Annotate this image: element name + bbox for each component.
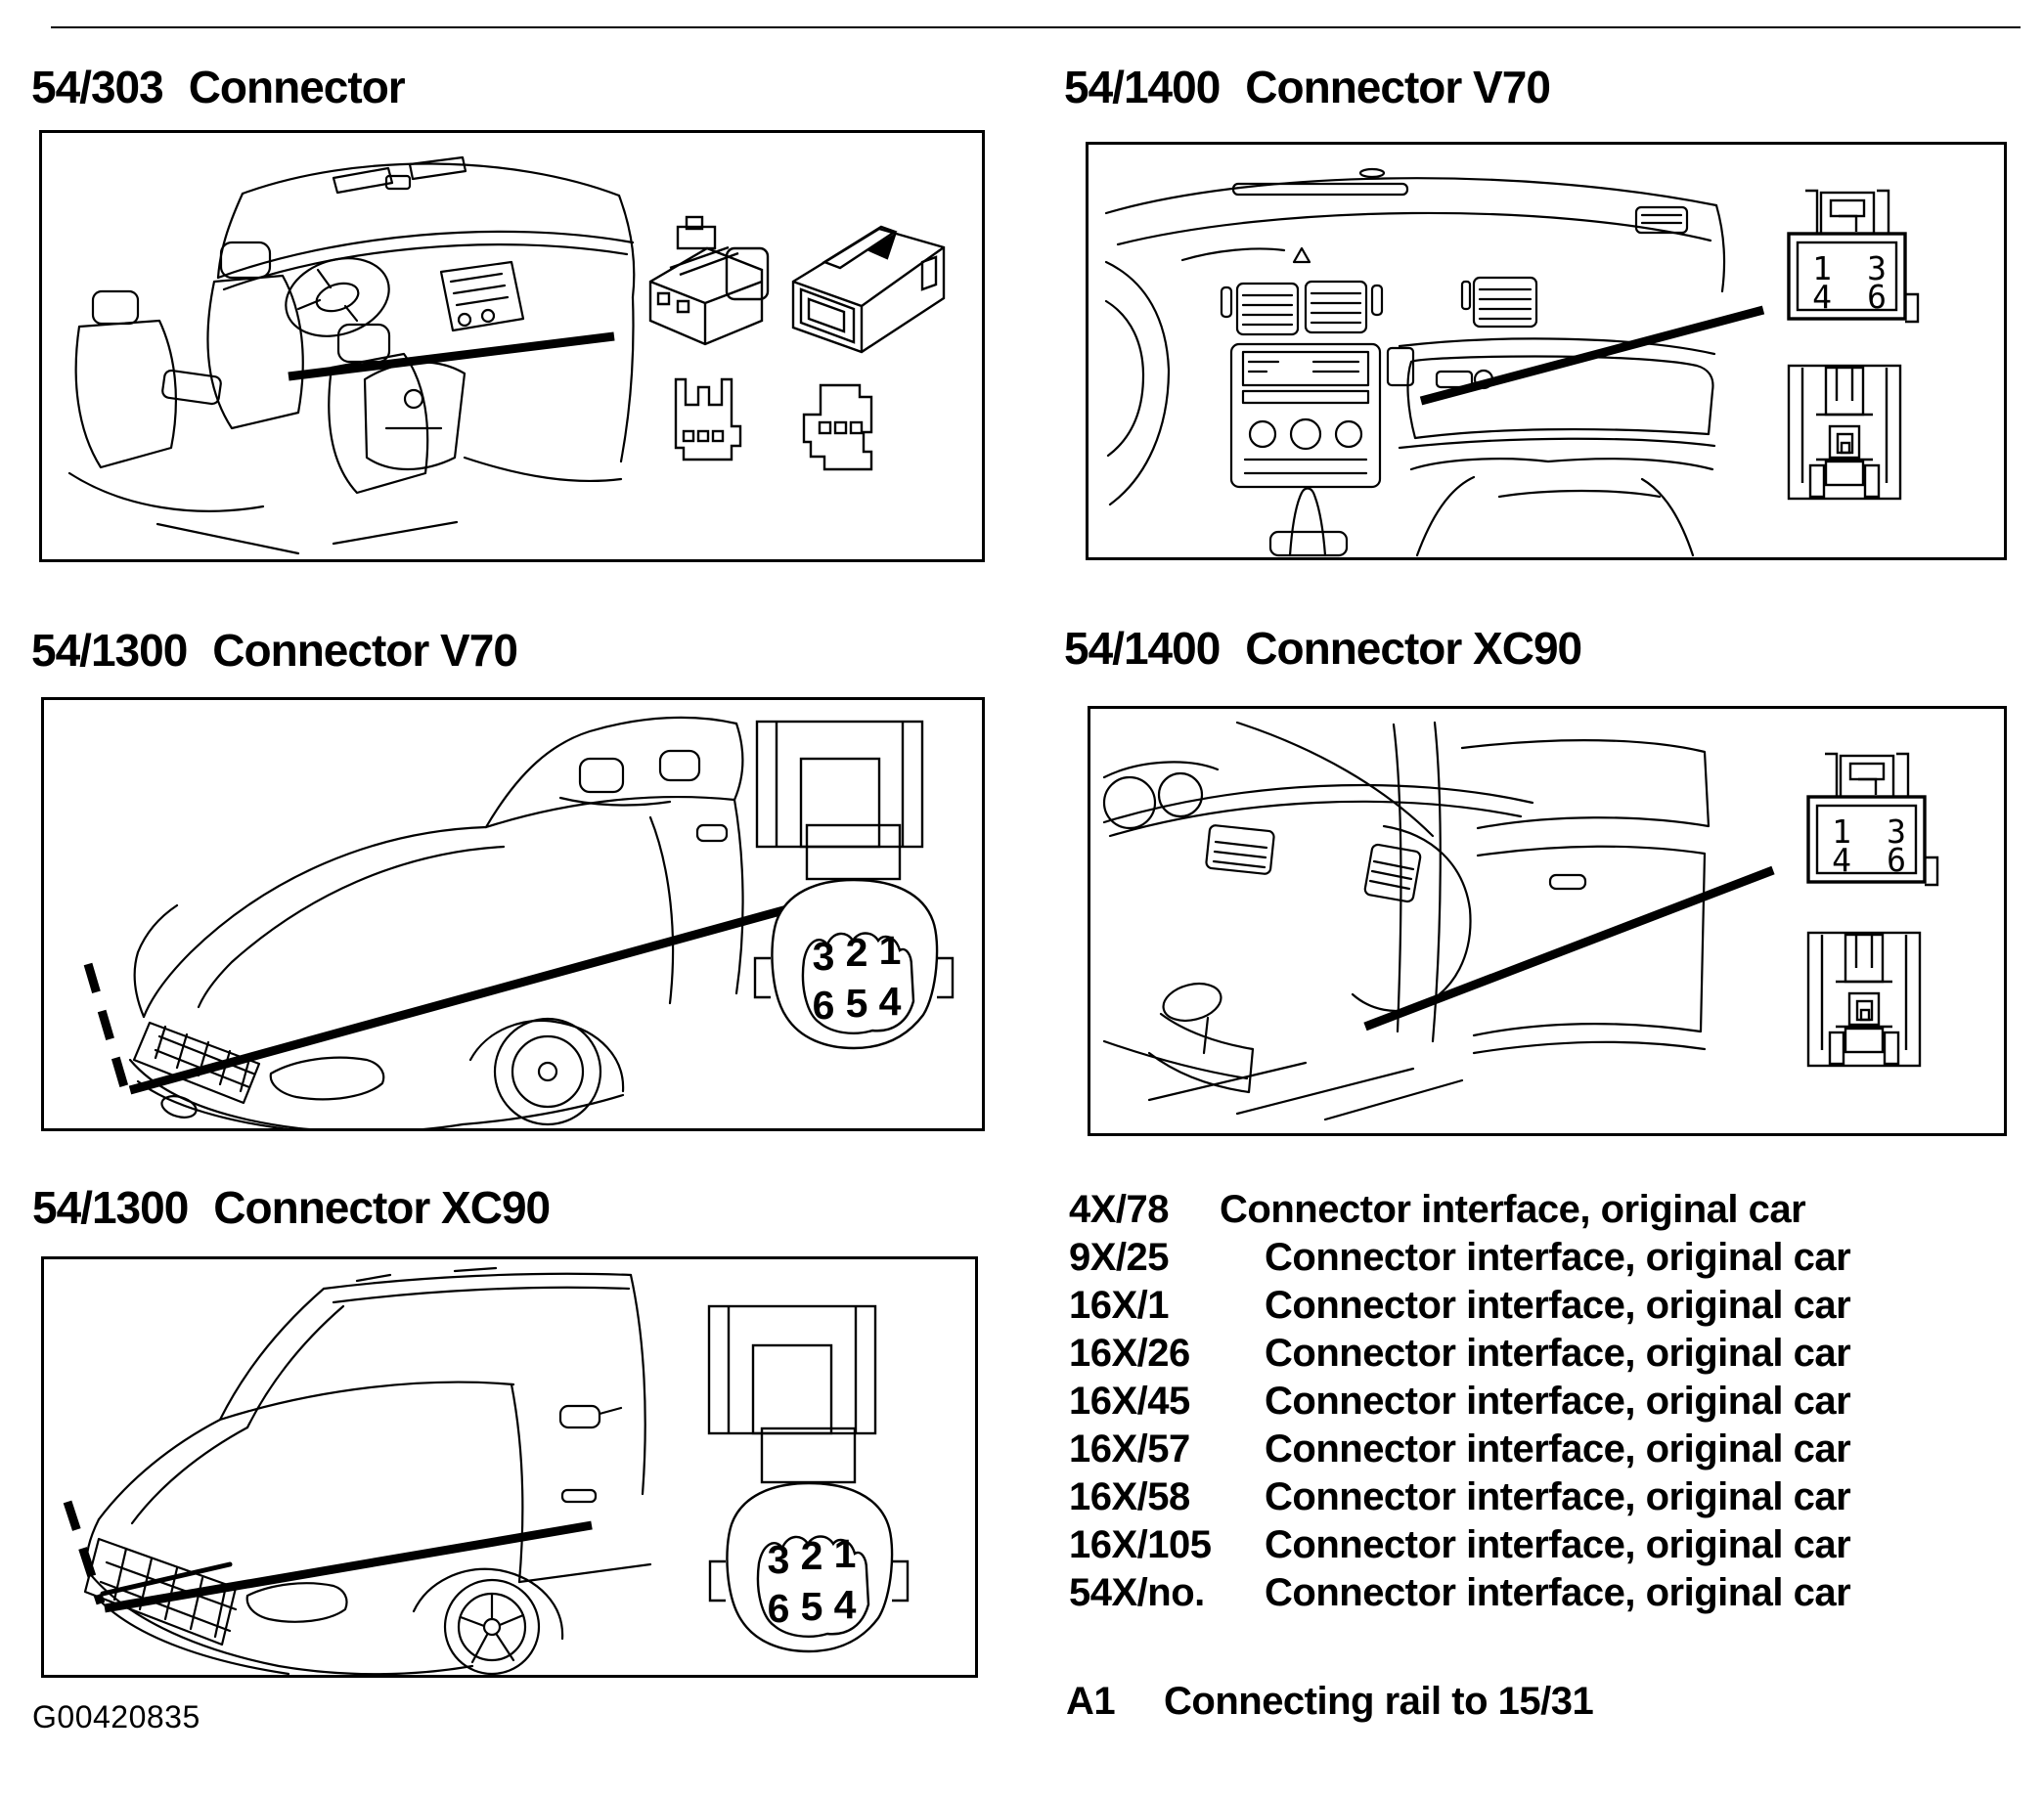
legend-label: 16X/105 [1069,1523,1212,1566]
dashed-pointer [88,964,125,1090]
pin-label: 5 [845,981,868,1026]
connector-code: 54/1300 [31,625,188,676]
panel-54-303 [39,130,985,562]
legend-label: 4X/78 [1069,1188,1170,1231]
pin-label: 3 [812,934,835,979]
legend-label: 16X/57 [1069,1427,1190,1471]
connector-housing-drawings [650,217,944,469]
legend-description: Connector interface, original car [1220,1188,1806,1231]
legend-label: A1 [1066,1680,1116,1723]
legend-description: Connector interface, original car [1265,1475,1851,1518]
legend-row [1069,1282,1850,1330]
legend-description: Connecting rail to 15/31 [1164,1680,1594,1723]
pin-label: 3 [1887,812,1906,851]
female-connector-housing [650,217,768,344]
panel-54-1300-xc90-figure [44,1259,975,1675]
connector-name: Connector V70 [212,625,517,676]
panel-54-1300-v70-figure [44,700,982,1128]
pin-label: 2 [800,1533,823,1578]
legend-row [1069,1473,1850,1521]
pin-label: 3 [767,1537,790,1582]
panel-title-54-1400-v70 [1064,63,1550,111]
legend-label: 16X/45 [1069,1380,1190,1423]
pin-label: 2 [845,930,868,975]
connector-face-diagram [1808,754,1937,885]
connector-oval-face-diagram [710,1428,908,1651]
connector-name: Connector XC90 [1245,623,1582,674]
panel-54-1400-xc90 [1088,706,2007,1136]
legend-row [1069,1521,1850,1569]
pin-label: 1 [878,928,902,973]
car-interior-sketch [69,157,634,553]
pin-label: 6 [1887,841,1906,879]
legend-description: Connector interface, original car [1265,1523,1851,1566]
pin-label: 6 [767,1586,790,1631]
panel-54-1400-v70-figure [1089,145,2004,557]
figure-id: G00420835 [32,1699,200,1734]
legend-label: 16X/58 [1069,1475,1190,1518]
leader-line [1365,870,1773,1027]
legend-description: Connector interface, original car [1265,1284,1851,1327]
connector-legend [1069,1186,1850,1617]
legend-label: 16X/26 [1069,1332,1190,1375]
connector-face-diagram [1789,191,1918,322]
legend-row [1069,1234,1850,1282]
legend-row [1069,1426,1850,1473]
panel-54-303-figure [42,133,982,559]
xc90-interior-sketch [1104,723,1709,1120]
pin-label: 3 [1867,249,1887,287]
connector-name: Connector [188,62,405,112]
connector-name: Connector V70 [1245,62,1550,112]
connector-rear-diagram [1808,933,1920,1066]
connector-code: 54/303 [31,62,163,112]
pin-label: 5 [800,1584,823,1629]
connector-oval-face-diagram [755,825,953,1048]
pin-label: 4 [1832,841,1851,879]
leader-line [130,909,787,1090]
pin-label: 1 [1832,812,1851,851]
legend-note-a1 [1066,1678,1593,1726]
panel-54-1400-v70 [1086,142,2007,560]
panel-title-54-1300-xc90 [32,1183,550,1232]
connector-code: 54/1400 [1064,623,1221,674]
panel-title-54-303 [31,63,405,111]
connector-code: 54/1300 [32,1182,189,1233]
connector-code: 54/1400 [1064,62,1221,112]
legend-description: Connector interface, original car [1265,1332,1851,1375]
legend-description: Connector interface, original car [1265,1380,1851,1423]
connector-face-view-2 [804,385,871,469]
pin-label: 4 [878,979,902,1024]
male-connector-housing [793,227,944,352]
legend-row [1069,1330,1850,1378]
legend-row [1069,1186,1850,1234]
panel-54-1300-xc90 [41,1256,978,1678]
panel-54-1400-xc90-figure [1090,709,2004,1133]
panel-title-54-1300-v70 [31,626,517,675]
pin-label: 1 [833,1531,857,1576]
legend-row [1069,1378,1850,1426]
pin-label: 4 [833,1582,857,1627]
connector-face-view-1 [676,379,740,460]
pin-label: 6 [1867,278,1887,316]
legend-label: 9X/25 [1069,1236,1170,1279]
legend-label: 54X/no. [1069,1571,1205,1614]
legend-description: Connector interface, original car [1265,1427,1851,1471]
pin-label: 4 [1812,278,1832,316]
connector-top-view-diagram [709,1306,875,1433]
xc90-front-sketch [85,1268,650,1674]
panel-54-1300-v70 [41,697,985,1131]
page-top-rule [51,26,2021,28]
connector-top-view-diagram [757,722,922,847]
legend-label: 16X/1 [1069,1284,1170,1327]
connector-rear-diagram [1789,366,1900,499]
connector-name: Connector XC90 [213,1182,551,1233]
legend-description: Connector interface, original car [1265,1571,1851,1614]
pin-label: 1 [1812,249,1832,287]
v70-dashboard-sketch [1106,169,1724,555]
pin-label: 6 [812,983,835,1028]
legend-row [1069,1569,1850,1617]
legend-description: Connector interface, original car [1265,1236,1851,1279]
panel-title-54-1400-xc90 [1064,624,1581,673]
